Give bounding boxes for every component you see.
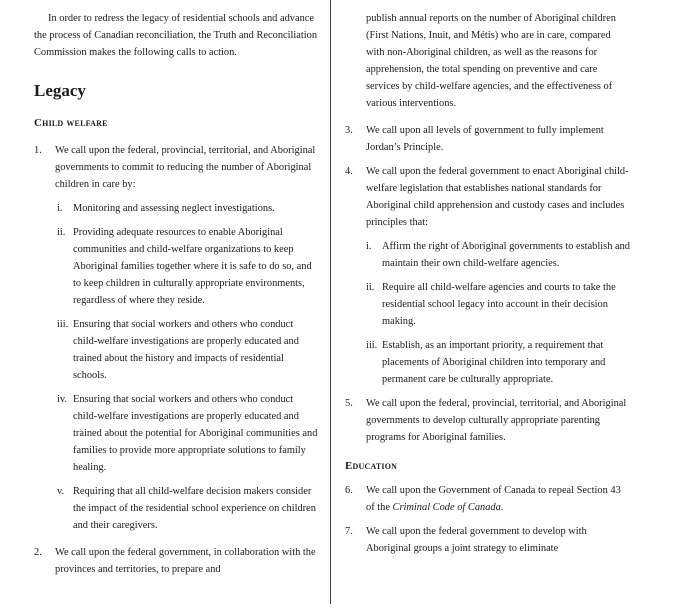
call-to-action-4 [345,163,630,231]
item-text: publish annual reports on the number of Aboriginal children (First Nations, Inuit, and Métis) who are in care, compared with non-Aboriginal children, as well as the reasons for apprehension, the total spending on preventive and care services by child-welfare agencies, and the effectiveness of various interventions. [366,13,616,109]
sub-item-text: Establish, as an important priority, a requirement that placements of Aboriginal children into temporary and permanent care be culturally appropriate. [382,340,606,385]
item-text: We call upon the federal government to enact Aboriginal child-welfare legislation that establishes national standards for Aboriginal child apprehension and custody cases and includes principles that: [366,166,629,228]
sub-item [34,200,318,217]
right-column [345,0,630,557]
sub-item [34,483,318,534]
section-heading-legacy: Legacy [34,81,86,100]
item-number: 6. [345,485,353,496]
call-to-action-7 [345,523,630,557]
sub-item-text: Monitoring and assessing neglect investigations. [73,203,275,214]
item-number: 5. [345,398,353,409]
sub-item-text: Requiring that all child-welfare decision makers consider the impact of the residential school experience on children and their caregivers. [73,486,316,531]
sub-item-number: iv. [57,394,68,405]
sub-item-text: Affirm the right of Aboriginal governments to establish and maintain their own child-welfare agencies. [382,241,630,269]
item-number: 3. [345,125,353,136]
call-to-action-5 [345,395,630,446]
subheading-child-welfare: Child welfare [34,117,108,129]
sub-item-text: Ensuring that social workers and others who conduct child-welfare investigations are properly educated and trained about the history and impacts of residential schools. [73,319,299,381]
subheading-education: Education [345,460,398,472]
sub-item-number: i. [366,241,372,252]
sub-item-number: v. [57,486,65,497]
call-to-action-2 [34,544,318,578]
sub-item [34,224,318,309]
item-text-part: We call upon the Government of Canada to repeal Section 43 of the [366,485,621,513]
call-to-action-2-continued [345,10,630,112]
call-to-action-6 [345,482,630,516]
sub-item-text: Providing adequate resources to enable Aboriginal communities and child-welfare organizations to keep Aboriginal families together where it is safe to do so, and to keep children in culturally appropriate environments, regardless of where they reside. [73,227,312,306]
item-text: We call upon the federal government to develop with Aboriginal groups a joint strategy to eliminate [366,526,587,554]
item-text: We call upon the federal, provincial, territorial, and Aboriginal governments to commit to reducing the number of Aboriginal children in care by: [55,145,316,190]
left-column [34,0,318,578]
item-text [366,485,621,513]
intro-paragraph: In order to redress the legacy of residential schools and advance the process of Canadian reconciliation, the Truth and Reconciliation Commission makes the following calls to action. [34,13,318,58]
call-to-action-3 [345,122,630,156]
item-text-part: . [500,502,504,513]
item-text: We call upon all levels of government to fully implement Jordan’s Principle. [366,125,604,153]
sub-item-number: ii. [366,282,375,293]
sub-item-text: Require all child-welfare agencies and courts to take the residential school legacy into account in their decision making. [382,282,616,327]
sub-item [345,337,630,388]
sub-item [345,238,630,272]
item-number: 7. [345,526,353,537]
call-to-action-1 [34,142,318,193]
sub-item [34,316,318,384]
criminal-code-title: Criminal Code of Canada [392,502,501,513]
item-number: 4. [345,166,353,177]
sub-item [34,391,318,476]
sub-item-text: Ensuring that social workers and others who conduct child-welfare investigations are properly educated and trained about the potential for Aboriginal communities and families to provide more appropriate solutions to family healing. [73,394,318,473]
item-text: We call upon the federal, provincial, territorial, and Aboriginal governments to develop culturally appropriate parenting programs for Aboriginal families. [366,398,627,443]
column-divider [330,0,331,604]
sub-item-number: iii. [57,319,69,330]
item-text: We call upon the federal government, in collaboration with the provinces and territories, to prepare and [55,547,316,575]
sub-item-number: i. [57,203,63,214]
item-number: 1. [34,145,42,156]
sub-item [345,279,630,330]
sub-item-number: ii. [57,227,66,238]
item-number: 2. [34,547,42,558]
sub-item-number: iii. [366,340,378,351]
